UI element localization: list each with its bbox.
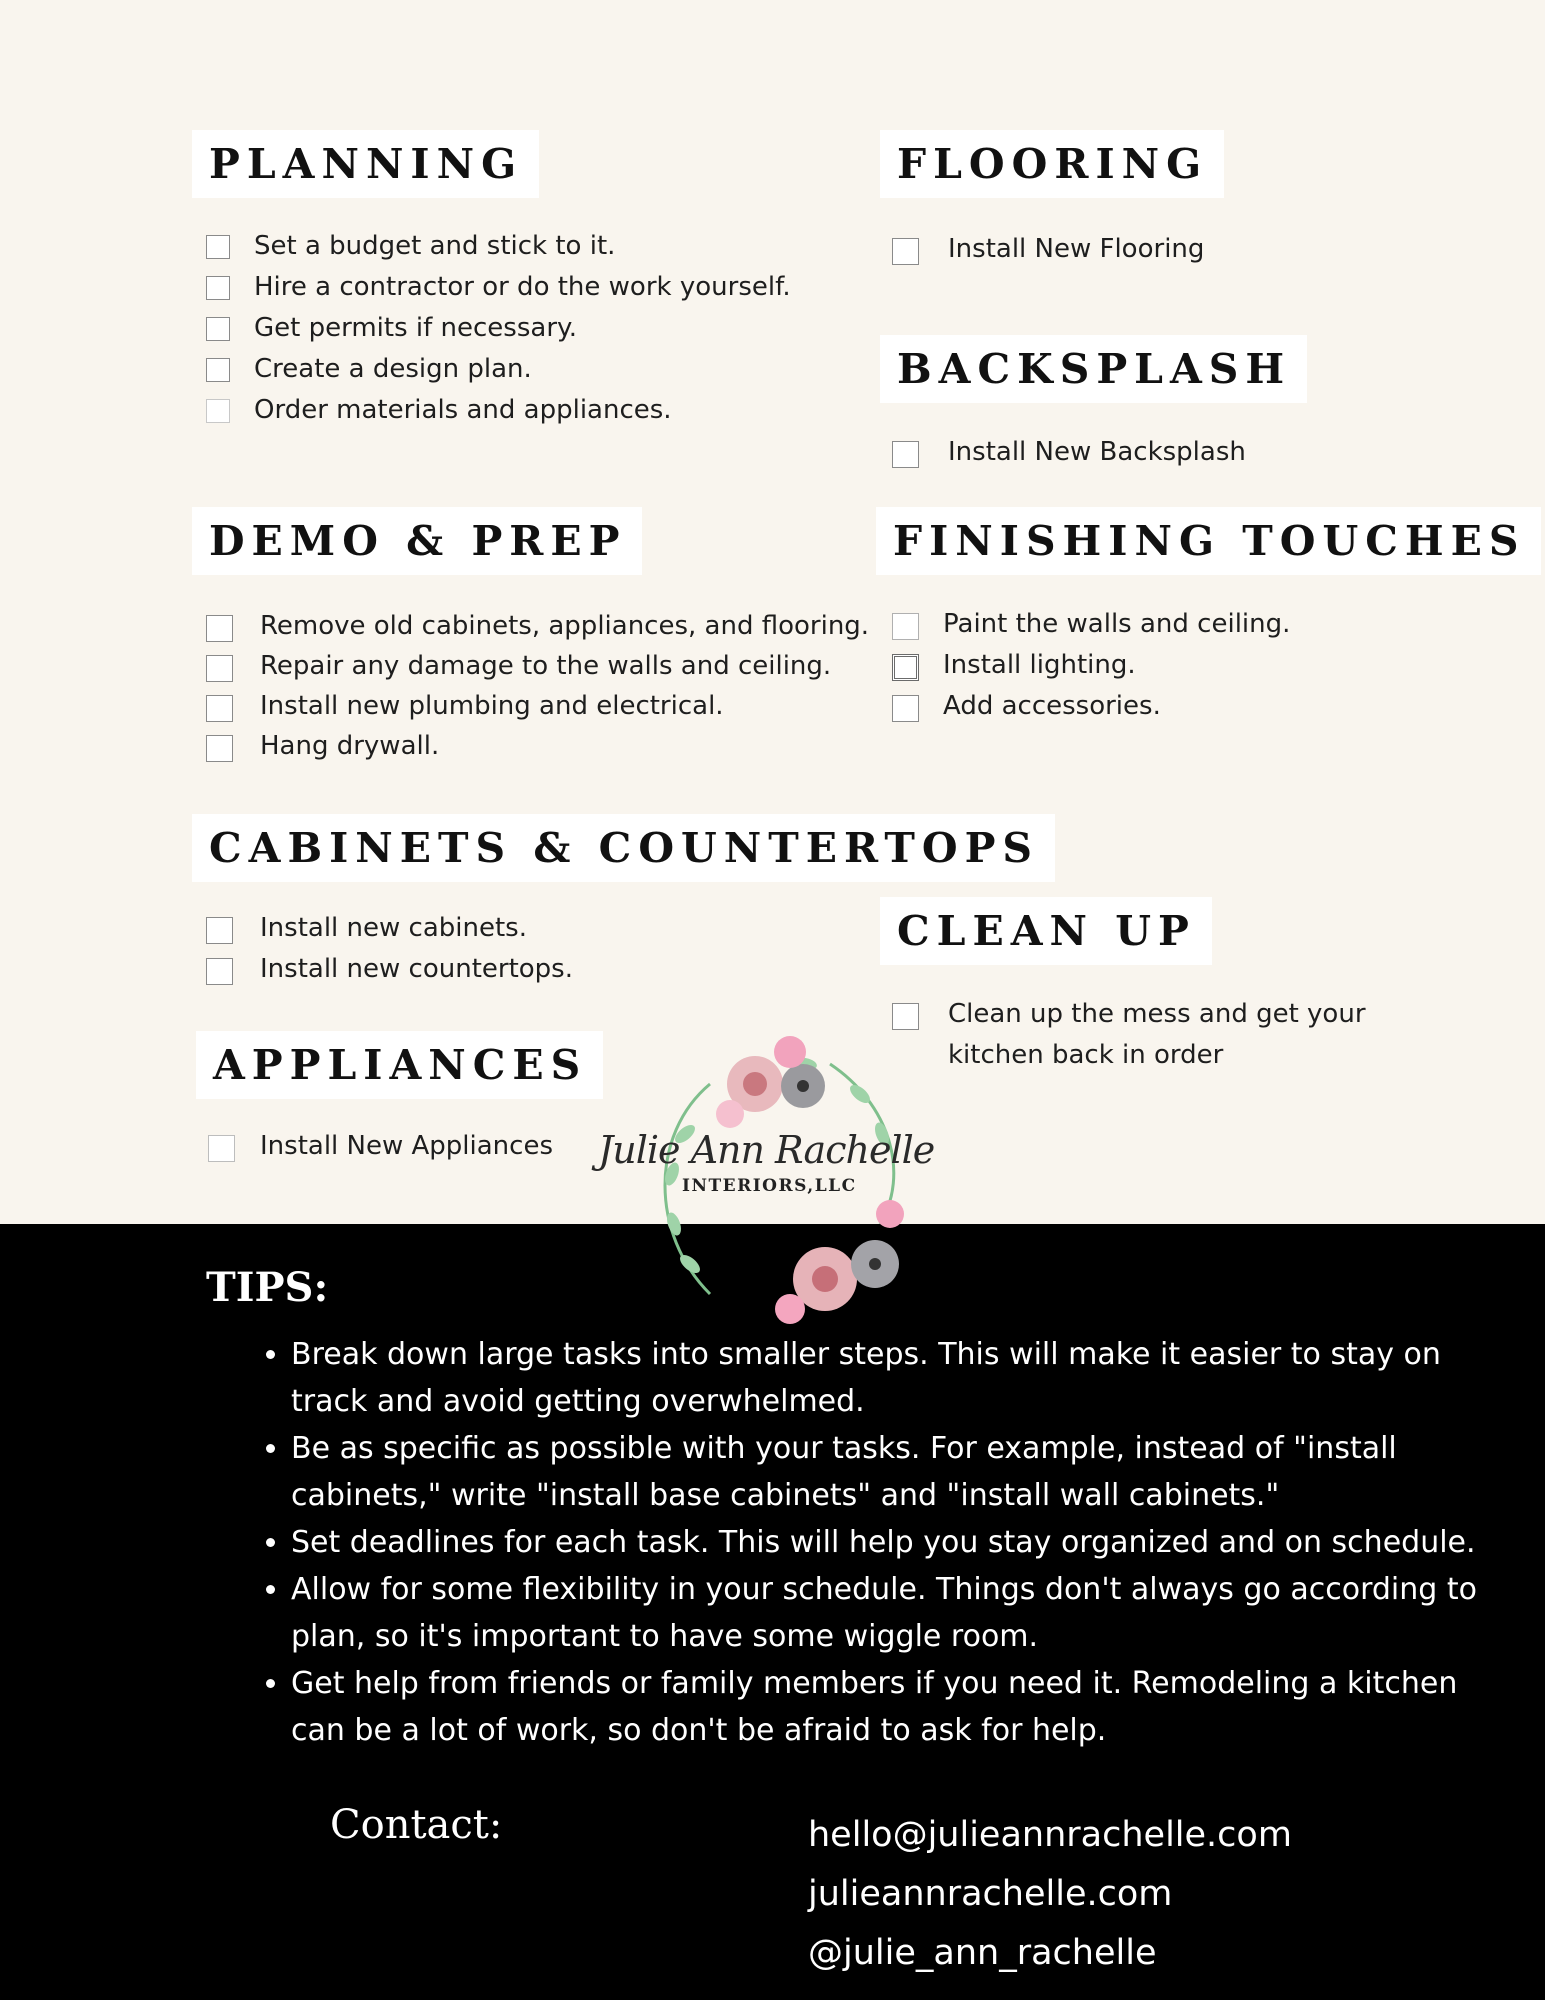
item-label: Remove old cabinets, appliances, and flooring.: [260, 611, 870, 641]
backsplash-heading: BACKSPLASH: [880, 335, 1307, 403]
checkbox[interactable]: [892, 613, 919, 640]
checkbox[interactable]: [892, 654, 919, 681]
tips-list: [258, 1331, 1501, 1754]
checkbox[interactable]: [206, 358, 230, 382]
finishing-touches-heading: FINISHING TOUCHES: [876, 507, 1541, 575]
item-label: Get permits if necessary.: [254, 313, 577, 343]
clean-up-heading: CLEAN UP: [880, 897, 1212, 965]
checkbox[interactable]: [206, 276, 230, 300]
item-label: Add accessories.: [943, 691, 1161, 721]
appliances-heading: APPLIANCES: [196, 1031, 603, 1099]
item-label: Install New Flooring: [948, 234, 1205, 264]
item-label: Set a budget and stick to it.: [254, 231, 616, 261]
planning-heading: PLANNING: [192, 130, 539, 198]
item-label: Repair any damage to the walls and ceiling.: [260, 651, 832, 681]
checkbox[interactable]: [206, 235, 230, 259]
checkbox[interactable]: [206, 615, 233, 642]
checkbox[interactable]: [206, 958, 233, 985]
flooring-heading: FLOORING: [880, 130, 1224, 198]
checkbox[interactable]: [892, 695, 919, 722]
logo-subtitle: INTERIORS,LLC: [682, 1176, 857, 1196]
item-label: Paint the walls and ceiling.: [943, 609, 1291, 639]
checkbox[interactable]: [892, 238, 919, 265]
contact-social-handle[interactable]: @julie_ann_rachelle: [808, 1933, 1157, 1973]
tip-item: • Break down large tasks into smaller steps. This will make it easier to stay on track and avoid getting overwhelmed.: [291, 1331, 1501, 1425]
checkbox[interactable]: [206, 735, 233, 762]
tip-item: • Get help from friends or family members if you need it. Remodeling a kitchen can be a lot of work, so don't be afraid to ask for help.: [291, 1660, 1501, 1754]
contact-website-link[interactable]: julieannrachelle.com: [808, 1874, 1173, 1914]
checkbox[interactable]: [206, 695, 233, 722]
tip-item: • Allow for some flexibility in your schedule. Things don't always go according to plan, so it's important to have some wiggle room.: [291, 1566, 1501, 1660]
item-label: Create a design plan.: [254, 354, 532, 384]
item-label: Install new cabinets.: [260, 913, 527, 943]
checkbox[interactable]: [206, 655, 233, 682]
logo-script-name: Julie Ann Rachelle: [598, 1128, 935, 1172]
tip-item: • Set deadlines for each task. This will help you stay organized and on schedule.: [291, 1519, 1501, 1566]
item-label: Install lighting.: [943, 650, 1136, 680]
item-label: Install New Appliances: [260, 1131, 553, 1161]
item-label: Hire a contractor or do the work yourself.: [254, 272, 791, 302]
item-label: Clean up the mess and get your: [948, 999, 1366, 1029]
checkbox[interactable]: [208, 1135, 235, 1162]
item-label: Hang drywall.: [260, 731, 440, 761]
item-label: Install new plumbing and electrical.: [260, 691, 724, 721]
checkbox[interactable]: [206, 317, 230, 341]
item-label: Order materials and appliances.: [254, 395, 672, 425]
tip-item: • Be as specific as possible with your tasks. For example, instead of "install cabinets," write "install base cabinets" and "install wall cabinets.": [291, 1425, 1501, 1519]
checkbox[interactable]: [206, 399, 230, 423]
cabinets-countertops-heading: CABINETS & COUNTERTOPS: [192, 814, 1055, 882]
flower-cluster-bottom: [775, 1200, 904, 1324]
contact-list: [808, 1806, 1292, 1983]
item-label: kitchen back in order: [948, 1040, 1224, 1070]
contact-email-link[interactable]: hello@julieannrachelle.com: [808, 1815, 1292, 1855]
demo-prep-heading: DEMO & PREP: [192, 507, 642, 575]
flower-cluster-top: [716, 1036, 825, 1128]
tips-title: TIPS:: [206, 1264, 329, 1311]
contact-label: Contact:: [330, 1802, 503, 1848]
checkbox[interactable]: [206, 917, 233, 944]
item-label: Install New Backsplash: [948, 437, 1246, 467]
checkbox[interactable]: [892, 441, 919, 468]
item-label: Install new countertops.: [260, 954, 573, 984]
